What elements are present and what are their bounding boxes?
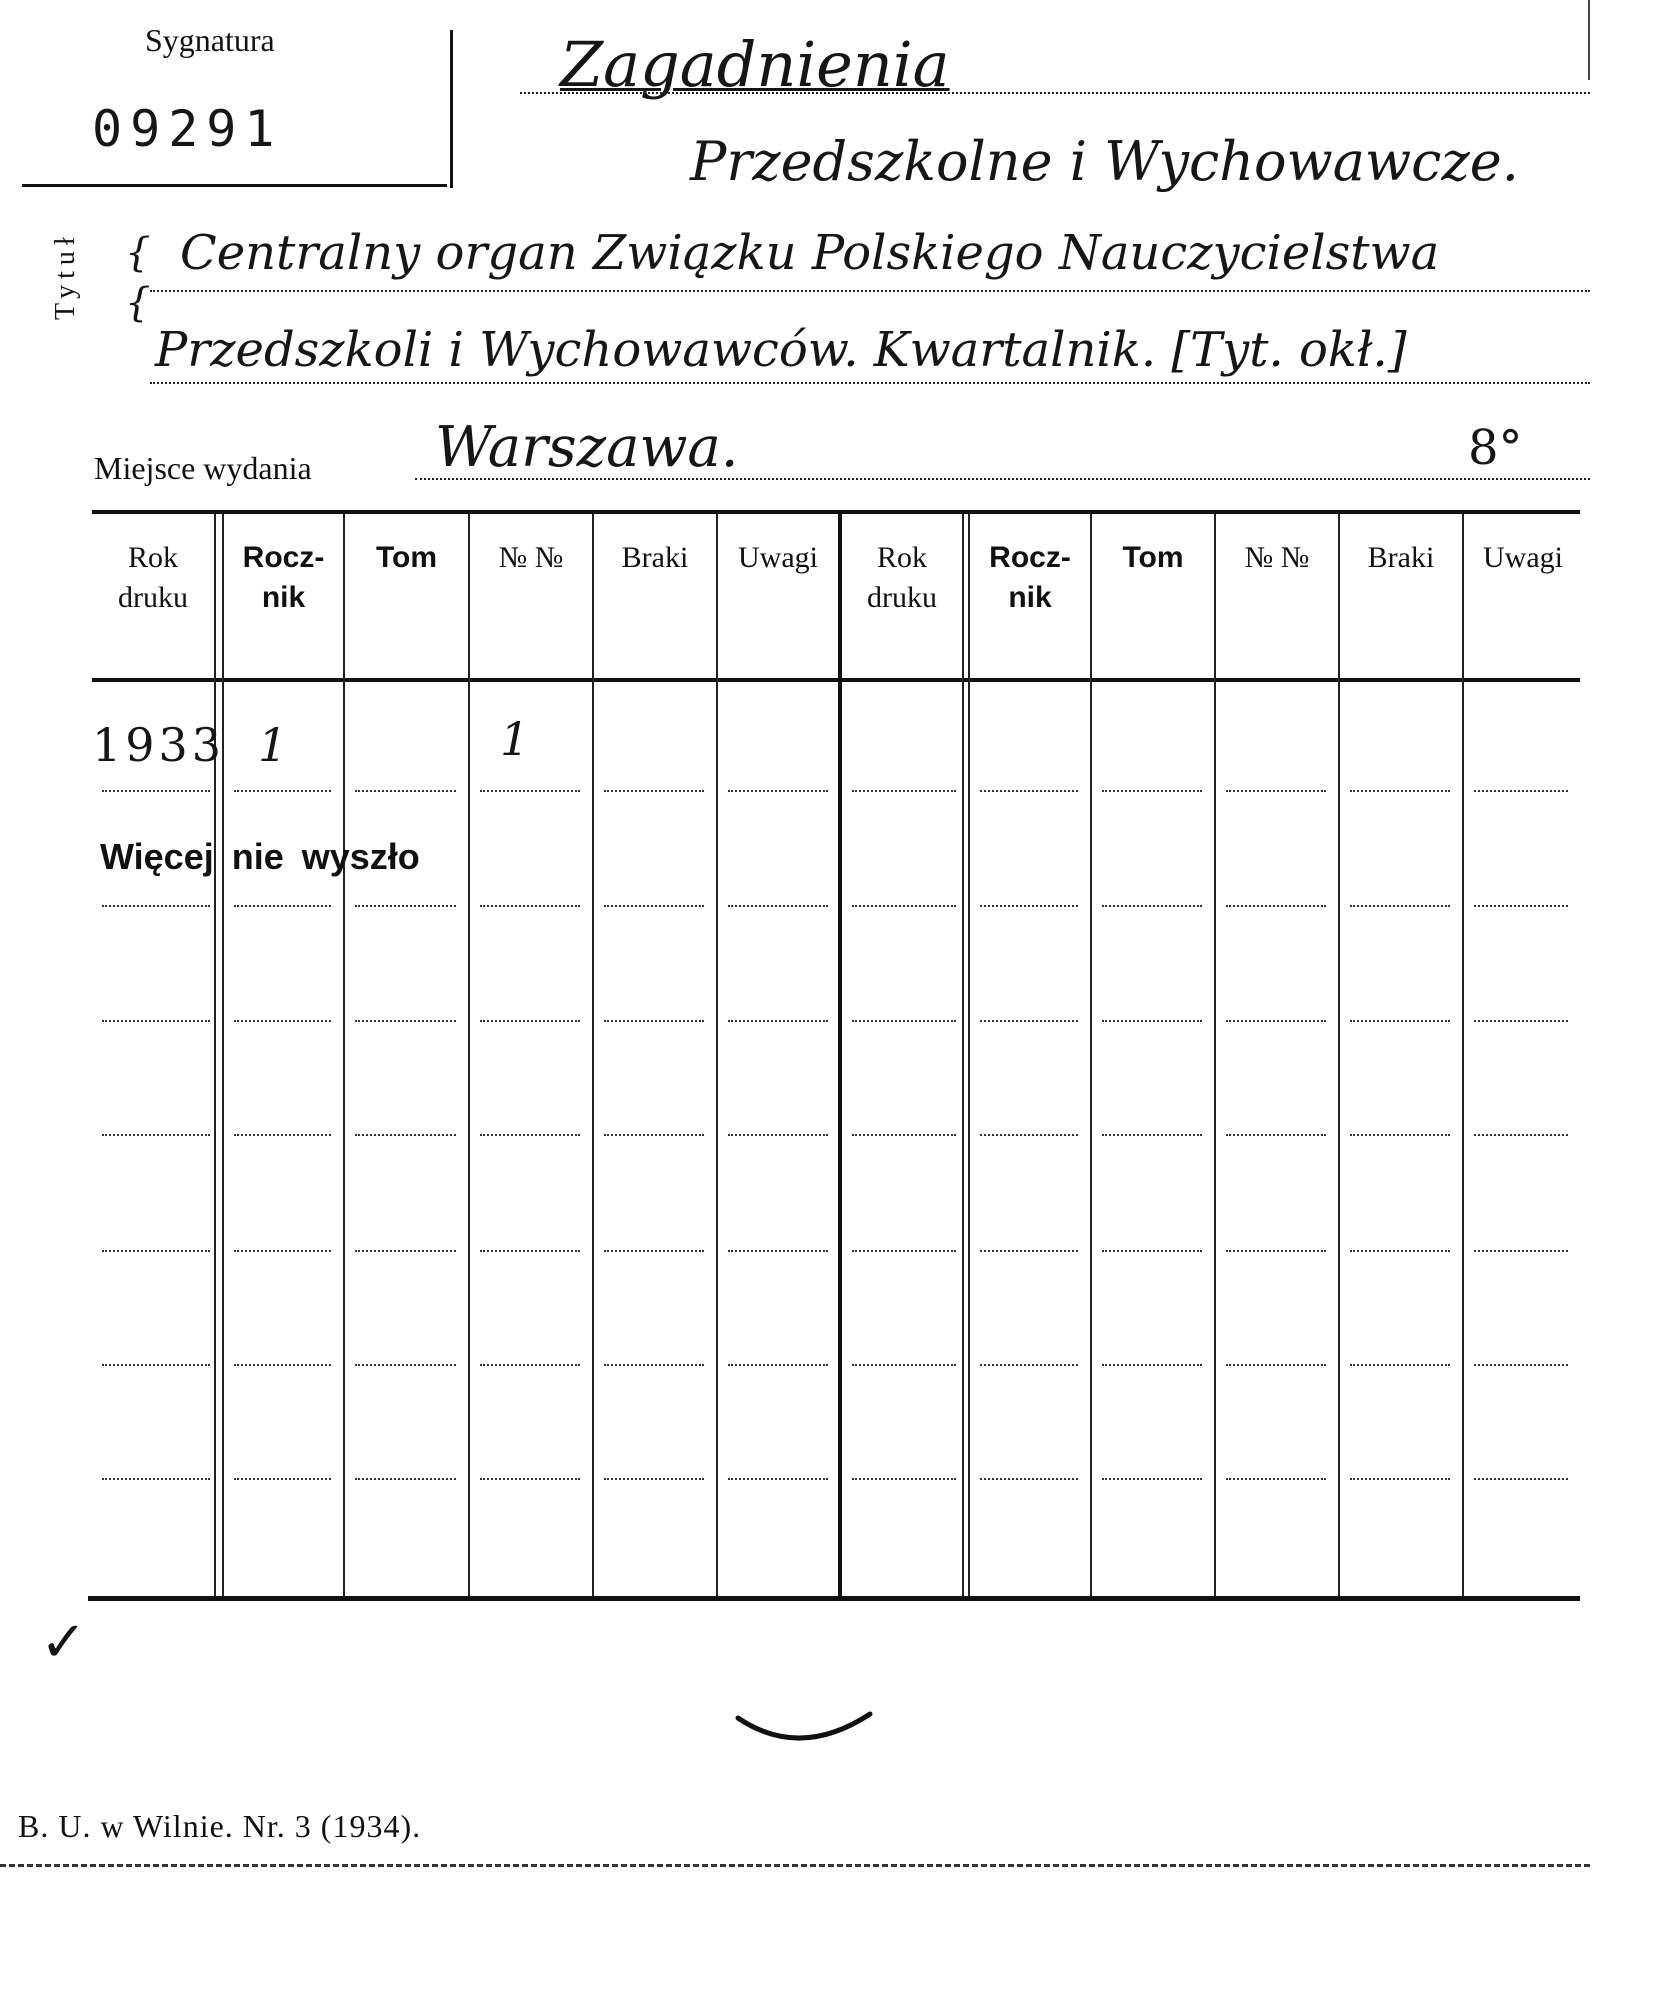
header-numery-right: № № (1244, 541, 1310, 574)
row-dot-line (234, 1478, 331, 1480)
row-dot-line (1350, 1250, 1450, 1252)
col-line (1338, 514, 1340, 1596)
row-dot-line (355, 905, 456, 907)
row-dot-line (1474, 1364, 1568, 1366)
row-dot-line (1226, 1478, 1326, 1480)
row-dot-line (355, 1134, 456, 1136)
row-dot-line (234, 1364, 331, 1366)
row-dot-line (102, 1478, 210, 1480)
row-dot-line (102, 1020, 210, 1022)
row-dot-line (728, 1478, 828, 1480)
row-dot-line (480, 1478, 580, 1480)
row-dot-line (234, 905, 331, 907)
row-dot-line (1102, 1250, 1202, 1252)
row-dot-line (234, 1134, 331, 1136)
col-line (1214, 514, 1216, 1596)
row-dot-line (1102, 1478, 1202, 1480)
row-dot-line (102, 790, 210, 792)
row-dot-line (102, 1364, 210, 1366)
row-dot-line (1102, 1364, 1202, 1366)
row-dot-line (355, 790, 456, 792)
title-main: Zagadnienia (560, 28, 950, 101)
row-dot-line (852, 1134, 956, 1136)
row-dot-line (355, 1020, 456, 1022)
signature-underline (22, 184, 447, 187)
row-dot-line (980, 1020, 1078, 1022)
row-dot-line (604, 1134, 704, 1136)
row-dot-line (102, 1250, 210, 1252)
row-dot-line (1474, 1134, 1568, 1136)
table-top-rule (92, 510, 1580, 514)
row-dot-line (480, 1364, 580, 1366)
signature-divider (450, 30, 453, 188)
row-dot-line (355, 1478, 456, 1480)
signature-value: 09291 (92, 100, 283, 158)
row-dot-line (1226, 1134, 1326, 1136)
row-dot-line (480, 790, 580, 792)
row-dot-line (1226, 905, 1326, 907)
row-dot-line (1102, 1134, 1202, 1136)
row-dot-line (1226, 1020, 1326, 1022)
col-line (214, 514, 216, 1596)
row-dot-line (604, 1364, 704, 1366)
col-line (222, 514, 224, 1596)
row-dot-line (1350, 1134, 1450, 1136)
signature-label: Sygnatura (145, 22, 275, 58)
row-dot-line (728, 905, 828, 907)
row-dot-line (234, 1250, 331, 1252)
row-dot-line (728, 1364, 828, 1366)
col-line (962, 514, 964, 1596)
row-dot-line (1350, 1020, 1450, 1022)
row-dot-line (980, 1478, 1078, 1480)
header-uwagi-right: Uwagi (1483, 541, 1563, 574)
row-dot-line (604, 905, 704, 907)
row-dot-line (980, 1134, 1078, 1136)
row-dot-line (1474, 1020, 1568, 1022)
row-dot-line (480, 1250, 580, 1252)
place-dotline (415, 478, 1590, 480)
row-dot-line (604, 1478, 704, 1480)
header-tom: Tom (375, 541, 438, 574)
row-dot-line (852, 905, 956, 907)
row-dot-line (102, 1134, 210, 1136)
table-bottom-rule (88, 1596, 1580, 1601)
stamp-text: Więcej nie wyszło (100, 836, 420, 877)
title-dotline-1 (520, 92, 1590, 94)
col-line (716, 514, 718, 1596)
row-dot-line (980, 1364, 1078, 1366)
row-dot-line (480, 1134, 580, 1136)
header-braki: Braki (621, 541, 689, 574)
title-desc-line2: Przedszkoli i Wychowawców. Kwartalnik. [Tyt. okł.] (155, 322, 1407, 378)
col-line (468, 514, 470, 1596)
header-numery: № № (498, 541, 564, 574)
col-line (592, 514, 594, 1596)
header-uwagi: Uwagi (738, 541, 818, 574)
col-line (968, 514, 970, 1596)
row-dot-line (852, 1250, 956, 1252)
row-dot-line (355, 1364, 456, 1366)
row-dot-line (852, 1364, 956, 1366)
row-dot-line (980, 905, 1078, 907)
row-dot-line (852, 790, 956, 792)
center-divider (838, 514, 842, 1596)
entry-year: 1933 (92, 718, 226, 772)
row-dot-line (728, 1250, 828, 1252)
row-dot-line (980, 790, 1078, 792)
row-dot-line (1102, 905, 1202, 907)
title-side-label: Tytuł (50, 231, 81, 320)
row-dot-line (1226, 1364, 1326, 1366)
row-dot-line (234, 1020, 331, 1022)
curve-mark (730, 1700, 880, 1760)
col-line (343, 514, 345, 1596)
row-dot-line (852, 1020, 956, 1022)
row-dot-line (604, 1020, 704, 1022)
row-dot-line (1226, 1250, 1326, 1252)
check-mark: ✓ (40, 1610, 87, 1675)
row-dot-line (852, 1478, 956, 1480)
row-dot-line (728, 790, 828, 792)
row-dot-line (234, 790, 331, 792)
row-dot-line (1350, 790, 1450, 792)
entry-rocznik: 1 (258, 718, 288, 772)
row-dot-line (1474, 1478, 1568, 1480)
title-desc-line1: Centralny organ Związku Polskiego Nauczycielstwa (180, 225, 1440, 281)
title-brace: { { (125, 230, 151, 326)
entry-numbers: 1 (500, 712, 530, 766)
row-dot-line (728, 1020, 828, 1022)
place-label: Miejsce wydania (94, 450, 312, 486)
row-dot-line (1226, 790, 1326, 792)
row-dot-line (980, 1250, 1078, 1252)
row-dot-line (1102, 1020, 1202, 1022)
row-dot-line (1350, 1478, 1450, 1480)
row-dot-line (1474, 790, 1568, 792)
title-dotline-3 (150, 382, 1590, 384)
header-tom-right: Tom (1122, 541, 1184, 574)
title-line2: Przedszkolne i Wychowawcze. (690, 130, 1519, 193)
header-rok-druku: Rok druku (118, 541, 188, 614)
top-right-border (1588, 0, 1590, 80)
header-braki-right: Braki (1367, 541, 1435, 574)
header-rocznik-right: Rocz- nik (989, 541, 1071, 614)
row-dot-line (1102, 790, 1202, 792)
header-rocznik: Rocz- nik (242, 541, 325, 614)
row-dot-line (728, 1134, 828, 1136)
table-header-rule (92, 678, 1580, 682)
row-dot-line (102, 905, 210, 907)
row-dot-line (480, 1020, 580, 1022)
format-value: 8° (1468, 420, 1523, 476)
title-dotline-2 (150, 290, 1590, 292)
col-line (1090, 514, 1092, 1596)
col-line (1462, 514, 1464, 1596)
footer-text: B. U. w Wilnie. Nr. 3 (1934). (18, 1808, 422, 1844)
row-dot-line (480, 905, 580, 907)
row-dot-line (604, 790, 704, 792)
row-dot-line (1350, 1364, 1450, 1366)
row-dot-line (604, 1250, 704, 1252)
header-rok-druku-right: Rok druku (867, 541, 937, 614)
row-dot-line (1474, 1250, 1568, 1252)
footer-rule (0, 1864, 1590, 1867)
row-dot-line (1474, 905, 1568, 907)
row-dot-line (355, 1250, 456, 1252)
row-dot-line (1350, 905, 1450, 907)
place-value: Warszawa. (435, 415, 739, 480)
